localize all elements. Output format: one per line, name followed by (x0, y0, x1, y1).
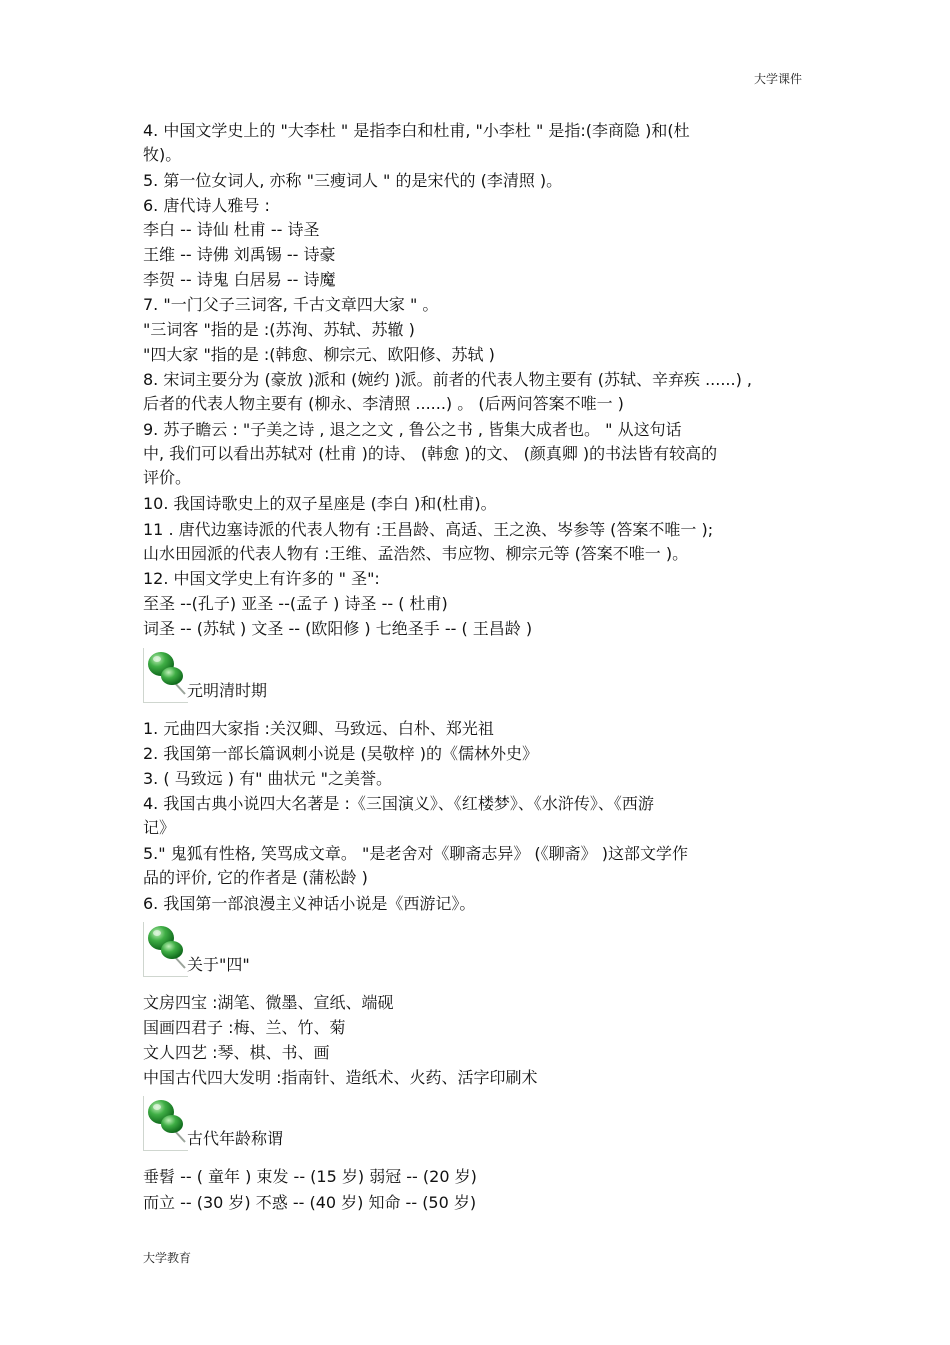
text-line: "三词客 "指的是 :(苏洵、苏轼、苏辙 ) (143, 320, 415, 339)
section-heading (143, 648, 443, 704)
text-line: 文人四艺 :琴、棋、书、画 (143, 1043, 330, 1062)
text-line: 而立 -- (30 岁) 不惑 -- (40 岁) 知命 -- (50 岁) (143, 1193, 477, 1212)
text-line: 品的评价, 它的作者是 (蒲松龄 ) (143, 868, 368, 887)
pushpin-icon (143, 922, 188, 977)
text-line: 1. 元曲四大家指 :关汉卿、马致远、白朴、郑光祖 (143, 719, 494, 738)
text-line: 12. 中国文学史上有许多的 " 圣": (143, 569, 380, 588)
text-line: "四大家 "指的是 :(韩愈、柳宗元、欧阳修、苏轼 ) (143, 345, 495, 364)
text-line: 8. 宋词主要分为 (豪放 )派和 (婉约 )派。前者的代表人物主要有 (苏轼、辛弃疾 ......) , (143, 370, 753, 389)
text-line: 山水田园派的代表人物有 :王维、孟浩然、韦应物、柳宗元等 (答案不唯一 )。 (143, 544, 689, 563)
text-line: 2. 我国第一部长篇讽刺小说是 (吴敬梓 )的《儒林外史》 (143, 744, 539, 763)
text-line: 7. "一门父子三词客, 千古文章四大家 " 。 (143, 295, 439, 314)
text-line: 李贺 -- 诗鬼 白居易 -- 诗魔 (143, 270, 336, 289)
text-line: 后者的代表人物主要有 (柳永、李清照 ......) 。 (后两问答案不唯一 ) (143, 394, 624, 413)
section-heading (143, 922, 443, 978)
text-line: 至圣 --(孔子) 亚圣 --(孟子 ) 诗圣 -- ( 杜甫) (143, 594, 448, 613)
text-line: 6. 唐代诗人雅号 : (143, 196, 270, 215)
text-line: 国画四君子 :梅、兰、竹、菊 (143, 1018, 346, 1037)
section-title: 元明清时期 (187, 681, 268, 700)
page-footer: 大学教育 (143, 1251, 192, 1265)
text-line: 4. 我国古典小说四大名著是 :《三国演义》、《红楼梦》、《水浒传》、《西游 (143, 794, 654, 813)
text-line: 记》 (143, 818, 176, 837)
text-line: 9. 苏子瞻云 : "子美之诗 , 退之之文 , 鲁公之书 , 皆集大成者也。 " 从这句话 (143, 420, 682, 439)
text-line: 5. 第一位女词人, 亦称 "三瘦词人 " 的是宋代的 (李清照 )。 (143, 171, 563, 190)
section-heading (143, 1096, 443, 1152)
text-line: 王维 -- 诗佛 刘禹锡 -- 诗豪 (143, 245, 336, 264)
text-line: 中国古代四大发明 :指南针、造纸术、火药、活字印刷术 (143, 1068, 538, 1087)
text-line: 中, 我们可以看出苏轼对 (杜甫 )的诗、 (韩愈 )的文、 (颜真卿 )的书法皆有较高的 (143, 444, 718, 463)
text-line: 评价。 (143, 468, 192, 487)
text-line: 文房四宝 :湖笔、微墨、宣纸、端砚 (143, 993, 394, 1012)
text-line: 4. 中国文学史上的 "大李杜 " 是指李白和杜甫, "小李杜 " 是指:(李商隐 )和(杜 (143, 121, 690, 140)
text-line: 5." 鬼狐有性格, 笑骂成文章。 "是老舍对《聊斋志异》 (《聊斋》 )这部文学作 (143, 844, 688, 863)
section-title: 古代年龄称谓 (187, 1129, 284, 1148)
text-line: 6. 我国第一部浪漫主义神话小说是《西游记》。 (143, 894, 476, 913)
text-line: 词圣 -- (苏轼 ) 文圣 -- (欧阳修 ) 七绝圣手 -- ( 王昌龄 ) (143, 619, 533, 638)
text-line: 11 . 唐代边塞诗派的代表人物有 :王昌龄、高适、王之涣、岑参等 (答案不唯一 ); (143, 520, 714, 539)
pushpin-icon (143, 648, 188, 703)
text-line: 10. 我国诗歌史上的双子星座是 (李白 )和(杜甫)。 (143, 494, 497, 513)
text-line: 垂髫 -- ( 童年 ) 束发 -- (15 岁) 弱冠 -- (20 岁) (143, 1167, 477, 1186)
section-title: 关于"四" (187, 955, 250, 974)
text-line: 牧)。 (143, 145, 182, 164)
text-line: 3. ( 马致远 ) 有" 曲状元 "之美誉。 (143, 769, 392, 788)
text-line: 李白 -- 诗仙 杜甫 -- 诗圣 (143, 220, 320, 239)
page-header: 大学课件 (753, 72, 802, 86)
pushpin-icon (143, 1096, 188, 1151)
